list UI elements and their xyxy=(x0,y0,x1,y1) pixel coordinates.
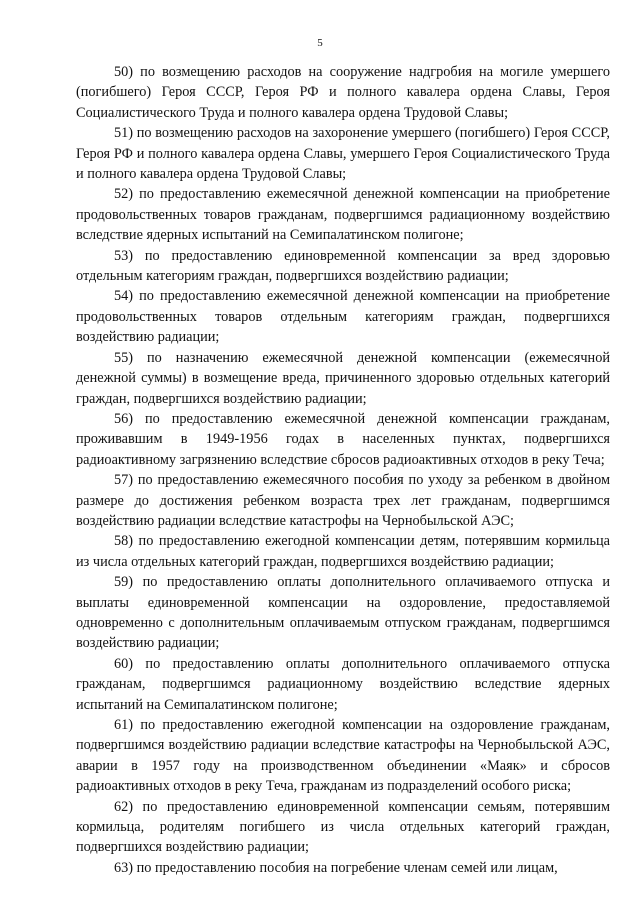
document-body xyxy=(76,62,610,878)
list-item-60: 60) по предоставлению оплаты дополнительного оплачиваемого отпуска гражданам, подвергшимся радиационному воздействию вследствие ядерных испытаний на Семипалатинском полигоне; xyxy=(76,655,610,713)
list-item-56: 56) по предоставлению ежемесячной денежной компенсации гражданам, проживавшим в 1949-1956 годах в населенных пунктах, подвергшихся радиоактивному загрязнению вследствие сбросов радиоактивных отходов в реку Теча; xyxy=(76,410,610,468)
list-item-51: 51) по возмещению расходов на захоронение умершего (погибшего) Героя СССР, Героя РФ и полного кавалера ордена Славы, умершего Героя Социалистического Труда и полного кавалера ордена Трудовой Славы; xyxy=(76,125,610,183)
list-item-52: 52) по предоставлению ежемесячной денежной компенсации на приобретение продовольственных товаров гражданам, подвергшимся радиационному воздействию вследствие ядерных испытаний на Семипалатинском полигоне; xyxy=(76,186,610,244)
list-item-63: 63) по предоставлению пособия на погребение членам семей или лицам, xyxy=(114,859,558,876)
list-item-61: 61) по предоставлению ежегодной компенсации на оздоровление гражданам, подвергшимся воздействию радиации вследствие катастрофы на Чернобыльской АЭС, аварии в 1957 году на производственном объединении «Маяк» и сбросов радиоактивных отходов в реку Теча, гражданам из подразделений особого риска; xyxy=(76,717,610,795)
list-item-58: 58) по предоставлению ежегодной компенсации детям, потерявшим кормильца из числа отдельных категорий граждан, подвергшихся воздействию радиации; xyxy=(76,533,610,570)
list-item-59: 59) по предоставлению оплаты дополнительного оплачиваемого отпуска и выплаты единовременной компенсации на оздоровление, предоставляемой одновременно с дополнительным оплачиваемым отпуском гражданам, подвергшимся воздействию радиации; xyxy=(76,574,610,652)
page-number: 5 xyxy=(317,37,323,49)
list-item-57: 57) по предоставлению ежемесячного пособия по уходу за ребенком в двойном размере до достижения ребенком возраста трех лет гражданам, подвергшимся воздействию радиации вследствие катастрофы на Чернобыльской АЭС; xyxy=(76,472,610,529)
list-item-50: 50) по возмещению расходов на сооружение надгробия на могиле умершего (погибшего) Героя СССР, Героя РФ и полного кавалера ордена Славы, Героя Социалистического Труда и полного кавалера ордена Трудовой Славы; xyxy=(76,64,610,121)
list-item-54: 54) по предоставлению ежемесячной денежной компенсации на приобретение продовольственных товаров отдельным категориям граждан, подвергшихся воздействию радиации; xyxy=(76,288,610,346)
list-item-55: 55) по назначению ежемесячной денежной компенсации (ежемесячной денежной суммы) в возмещение вреда, причиненного здоровью отдельных категорий граждан, подвергшихся воздействию радиации; xyxy=(76,349,610,407)
list-item-62: 62) по предоставлению единовременной компенсации семьям, потерявшим кормильца, родителям погибшего из числа отдельных категорий граждан, подвергшихся воздействию радиации; xyxy=(76,798,610,856)
list-item-53: 53) по предоставлению единовременной компенсации за вред здоровью отдельным категориям граждан, подвергшихся воздействию радиации; xyxy=(76,247,610,285)
